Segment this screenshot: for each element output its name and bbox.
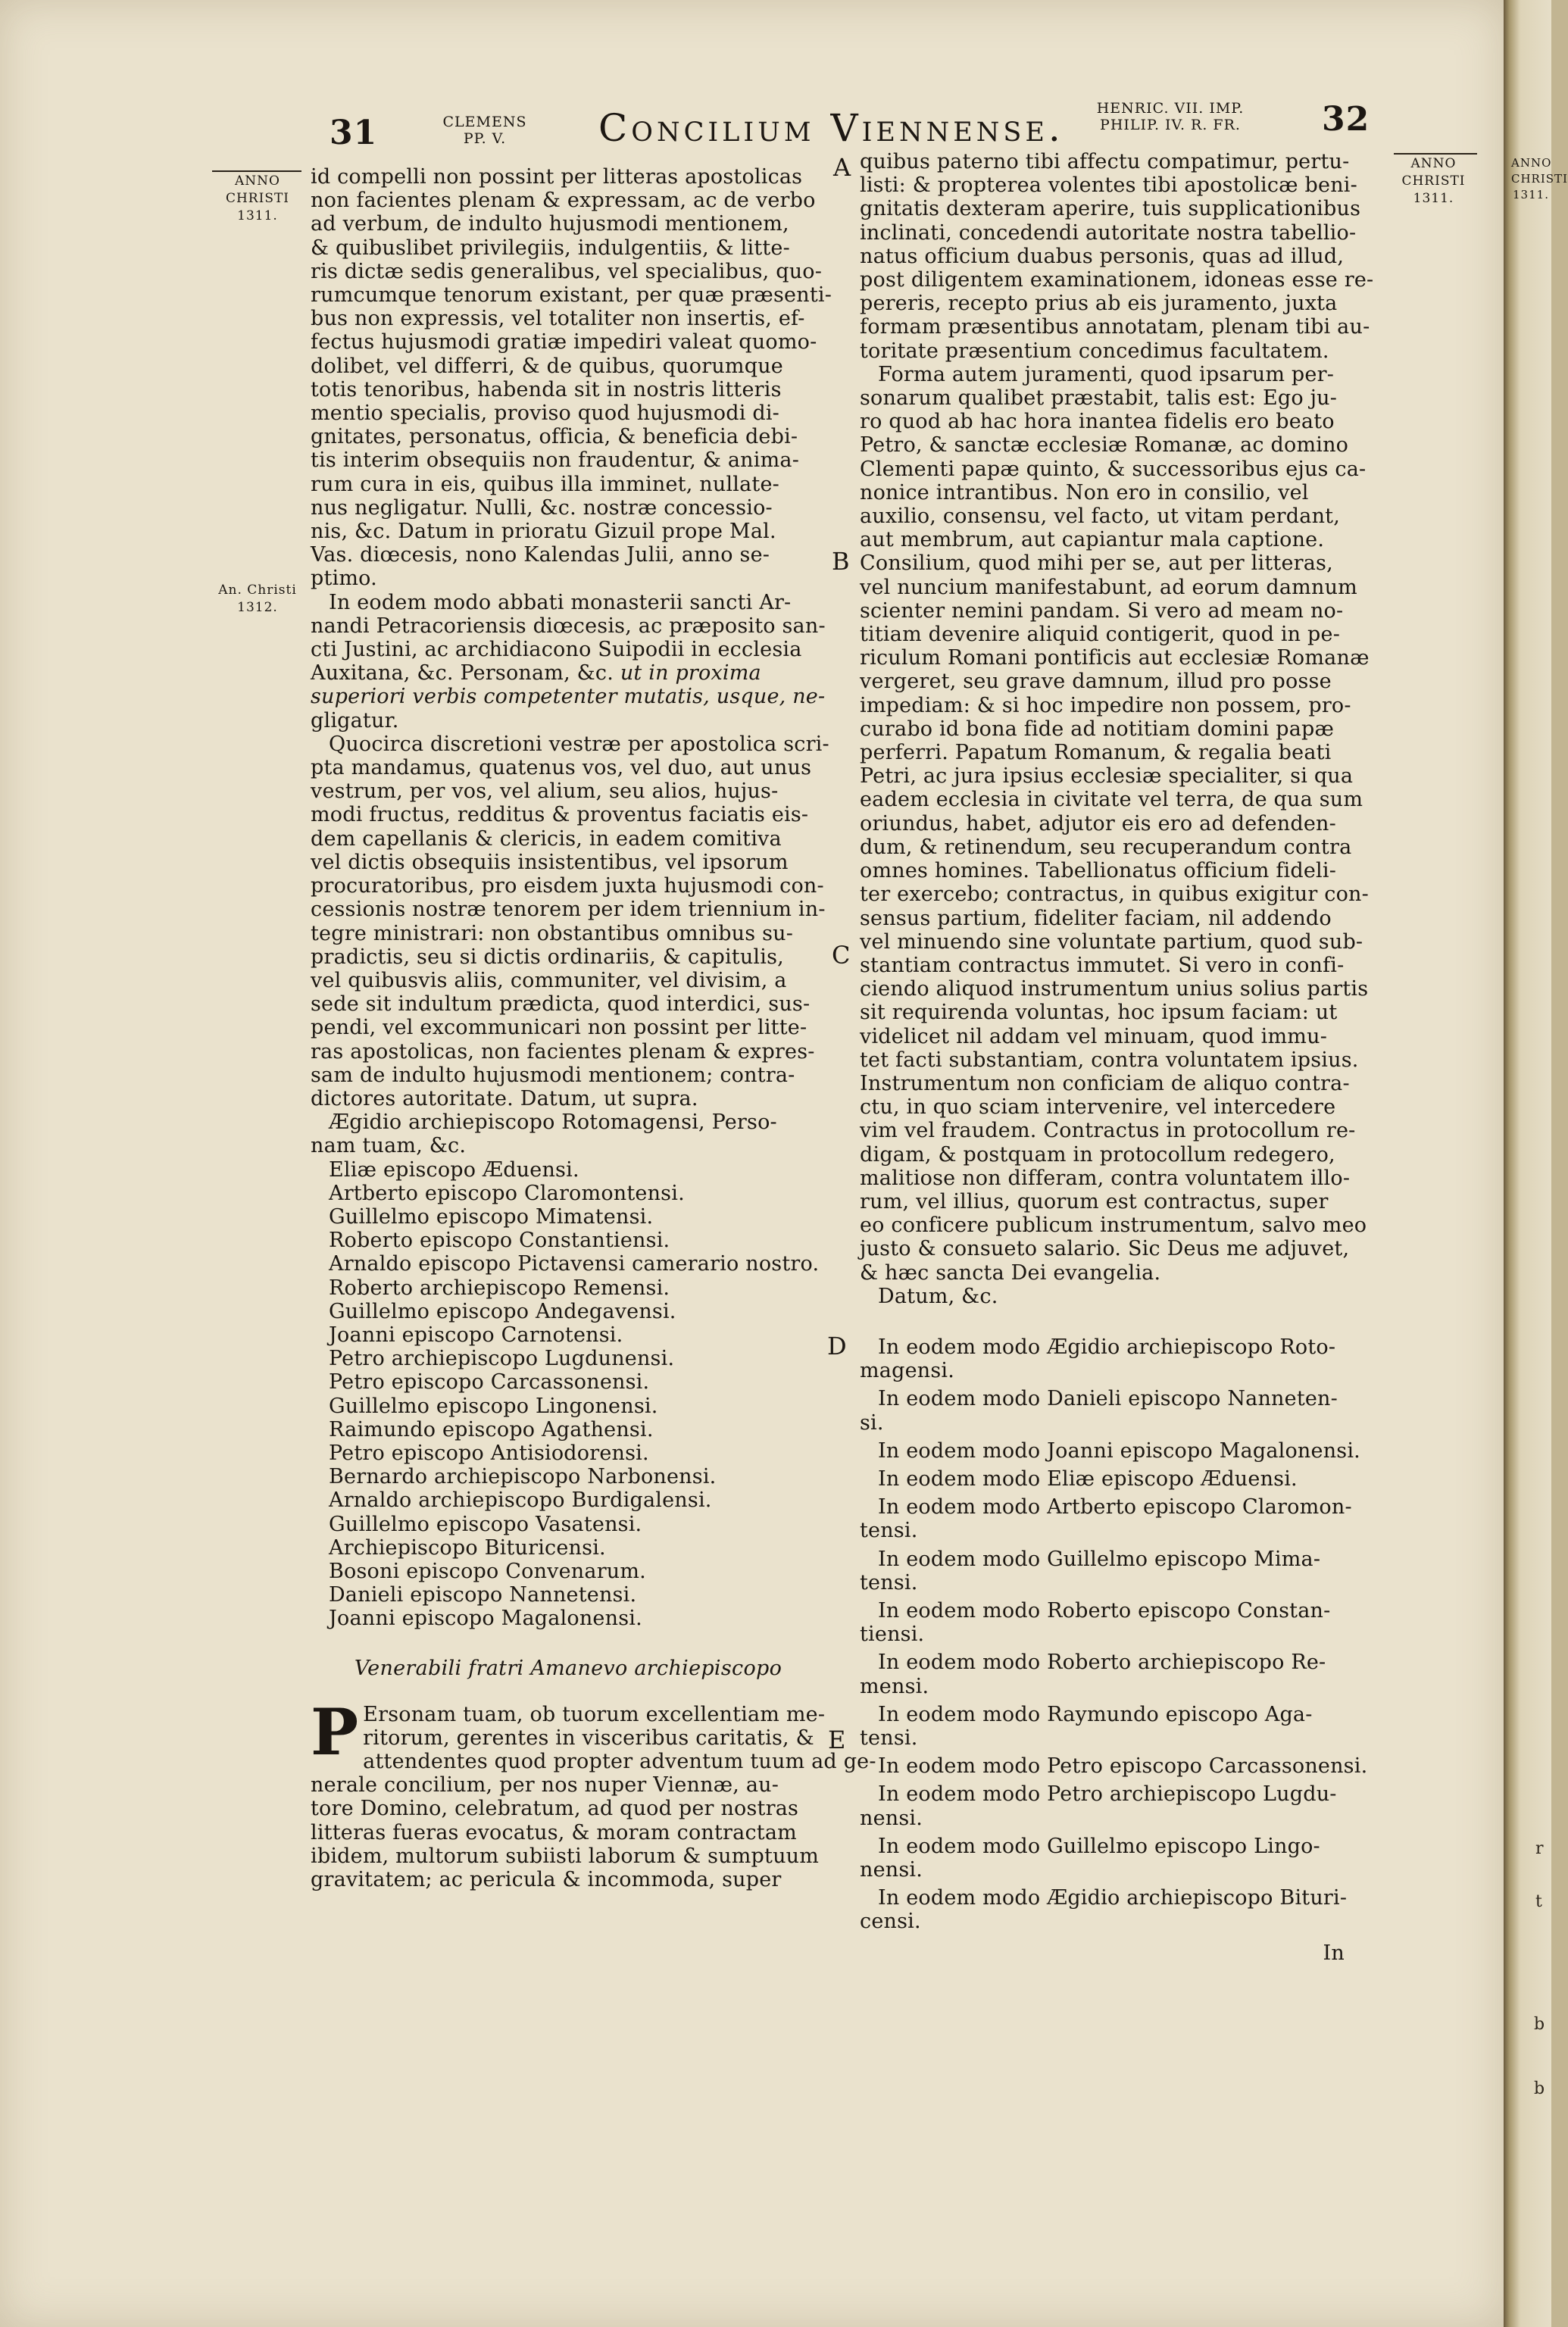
- letter-body: [311, 1694, 876, 1892]
- text-line: eadem ecclesia in civitate vel terra, de qua sum: [860, 788, 1363, 812]
- text-line: gligatur.: [311, 708, 399, 732]
- text-line: videlicet nil addam vel minuam, quod immu-: [860, 1024, 1328, 1048]
- text-line: Danieli episcopo Nannetensi.: [329, 1583, 637, 1607]
- anno-label: ANNO: [1511, 156, 1552, 170]
- text-line: rum cura in eis, quibus illa imminet, nullate-: [311, 472, 779, 496]
- gutter-letter: b: [1534, 2015, 1545, 2034]
- text-line: In eodem modo Guillelmo episcopo Lingo-: [878, 1834, 1320, 1858]
- text-line: cti Justini, ac archidiacono Suipodii in ecclesia: [311, 638, 802, 662]
- text-line: ras apostolicas, non facientes plenam & expres-: [311, 1039, 815, 1064]
- text-line: Clementi papæ quinto, & successoribus ejus ca-: [860, 457, 1367, 481]
- list-item: [860, 1754, 1390, 1778]
- text-line: id compelli non possint per litteras apostolicas: [311, 165, 803, 189]
- text-line: Guillelmo episcopo Vasatensi.: [329, 1512, 642, 1536]
- text-line: cessionis nostræ tenorem per idem triennium in-: [311, 898, 826, 922]
- italic-text: ut in proxima: [620, 661, 761, 686]
- datum-line: Datum, &c.: [878, 1284, 998, 1308]
- an-christi-label: An. Christi: [218, 583, 297, 598]
- text-line: Instrumentum non conficiam de aliquo contra-: [860, 1071, 1350, 1095]
- text-line: nerale concilium, per nos nuper Viennæ, au-: [311, 1773, 779, 1798]
- text-line: nandi Petracoriensis diœcesis, ac præposito san-: [311, 614, 826, 638]
- text-line: Ægidio archiepiscopo Rotomagensi, Perso-: [329, 1110, 777, 1135]
- list-item: [860, 1335, 1390, 1382]
- text-line: nonice intrantibus. Non ero in consilio, vel: [860, 480, 1309, 504]
- text-line: In eodem modo Petro episcopo Carcassonensi.: [878, 1754, 1368, 1779]
- text-line: tensi.: [860, 1726, 918, 1750]
- text-line: riculum Romani pontificis aut ecclesiæ Romanæ: [860, 646, 1370, 670]
- text-line: Artberto episcopo Claromontensi.: [329, 1181, 685, 1205]
- text-line: ciendo aliquod instrumentum unius solius partis: [860, 977, 1369, 1001]
- text-line: nensi.: [860, 1806, 923, 1830]
- text-line: & quibuslibet privilegiis, indulgentiis, & litte-: [311, 236, 790, 260]
- text-line: nensi.: [860, 1858, 923, 1882]
- left-running-head: [432, 114, 538, 147]
- pope-name: CLEMENS: [442, 114, 527, 130]
- list-item: [860, 1651, 1390, 1698]
- catchword: In: [1323, 1941, 1345, 1965]
- year-label: 1311.: [237, 208, 278, 223]
- text-line: totis tenoribus, habenda sit in nostris litteris: [311, 377, 782, 401]
- text-line: Petro episcopo Carcassonensi.: [329, 1370, 650, 1395]
- text-line: listi: & propterea volentes tibi apostolicæ beni-: [860, 173, 1357, 198]
- list-item: [860, 1548, 1390, 1595]
- text-line: digam, & postquam in protocollum redegero,: [860, 1142, 1335, 1167]
- paragraph-arnandi-lines: [311, 591, 826, 686]
- right-margin-anno: [1382, 155, 1485, 208]
- text-line: vergeret, seu grave damnum, illud pro posse: [860, 670, 1332, 694]
- text-line: Petro episcopo Antisiodorensi.: [329, 1441, 649, 1465]
- section-marker-d: D: [827, 1332, 847, 1360]
- text-line: In eodem modo Ægidio archiepiscopo Roto-: [878, 1335, 1336, 1359]
- year-label: 1311.: [1413, 191, 1454, 206]
- list-item: [860, 1599, 1390, 1646]
- text-line: sede sit indultum prædicta, quod interdici, sus-: [311, 992, 811, 1017]
- text-line: ibidem, multorum subiisti laborum & sumptuum: [311, 1844, 820, 1868]
- right-margin-rule: [1394, 153, 1477, 155]
- text-line: tegre ministrari: non obstantibus omnibus su-: [311, 921, 794, 945]
- text-line: fectus hujusmodi gratiæ impediri valeat quomo-: [311, 330, 817, 355]
- text-line: sensus partium, fideliter faciam, nil addendo: [860, 906, 1332, 930]
- text-line: In eodem modo Danieli episcopo Nanneten-: [878, 1387, 1338, 1411]
- text-line: procuratoribus, pro eisdem juxta hujusmodi con-: [311, 874, 824, 898]
- text-line: vel nuncium manifestabunt, ad eorum damnum: [860, 575, 1357, 599]
- text-line: Vas. diœcesis, nono Kalendas Julii, anno se-: [311, 543, 770, 567]
- year-label: 1312.: [237, 600, 278, 615]
- letter-lines: [311, 1694, 876, 1892]
- section-marker-c: C: [832, 941, 851, 970]
- text-line: sonarum qualibet præstabit, talis est: Ego ju-: [860, 386, 1338, 411]
- text-line: tensi.: [860, 1570, 918, 1595]
- list-item: [860, 1835, 1390, 1882]
- text-line: Roberto archiepiscopo Remensi.: [329, 1276, 670, 1300]
- text-line: tis interim obsequiis non fraudentur, & anima-: [311, 448, 800, 473]
- text-line: gravitatem; ac pericula & incommoda, super: [311, 1868, 782, 1892]
- text-line: impediam: & si hoc impedire non possem, pro-: [860, 693, 1351, 717]
- text-line: attendentes quod propter adventum tuum ad ge-: [363, 1750, 876, 1773]
- anno-label: ANNO: [1410, 156, 1457, 171]
- text-line: In eodem modo Guillelmo episcopo Mima-: [878, 1547, 1321, 1571]
- text-line: tensi.: [860, 1519, 918, 1543]
- right-column: [860, 150, 1390, 1965]
- text-line: vel dictis obsequiis insistentibus, vel ipsorum: [311, 850, 789, 874]
- text-line: Petri, ac jura ipsius ecclesiæ specialiter, si qua: [860, 764, 1354, 789]
- text-line: nis, &c. Datum in prioratu Gizuil prope Mal.: [311, 520, 776, 544]
- text-line: auxilio, consensu, vel facto, ut vitam perdant,: [860, 504, 1340, 529]
- text-line: Bernardo archiepiscopo Narbonensi.: [329, 1465, 717, 1489]
- text-line: dolibet, vel differri, & de quibus, quorumque: [311, 354, 783, 378]
- text-line: non facientes plenam & expressam, ac de verbo: [311, 189, 816, 213]
- text-line: In eodem modo Artberto episcopo Claromon-: [878, 1495, 1352, 1520]
- text-line: eo conficere publicum instrumentum, salvo meo: [860, 1213, 1367, 1238]
- anno-label: ANNO: [235, 173, 280, 189]
- text-line: malitiose non differam, contra voluntatem illo-: [860, 1166, 1351, 1190]
- text-line: Ersonam tuam, ob tuorum excellentiam me-: [363, 1702, 826, 1726]
- text-line: Eliæ episcopo Æduensi.: [329, 1157, 579, 1182]
- text-line: Guillelmo episcopo Lingonensi.: [329, 1394, 658, 1418]
- text-line: mensi.: [860, 1674, 929, 1698]
- text-line: gnitatis dexteram aperire, tuis supplicationibus: [860, 197, 1361, 221]
- text-line: post diligentem examinationem, idoneas esse re-: [860, 268, 1374, 292]
- text-line: natus officium duabus personis, quas ad illud,: [860, 244, 1345, 268]
- text-line: bus non expressis, vel totaliter non insertis, ef-: [311, 307, 805, 331]
- text-line: Arnaldo episcopo Pictavensi camerario nostro.: [329, 1252, 820, 1276]
- list-item: [860, 1387, 1390, 1434]
- dropcap: P: [311, 1694, 359, 1769]
- text-line: In eodem modo Ægidio archiepiscopo Bituri-: [878, 1886, 1348, 1910]
- left-margin-anno: [208, 173, 307, 225]
- text-line: vim vel fraudem. Contractus in protocollum re-: [860, 1119, 1356, 1143]
- left-column: [311, 165, 876, 1892]
- text-line: titiam devenire aliquid contigerit, quod in pe-: [860, 623, 1341, 647]
- christi-label: CHRISTI: [225, 191, 290, 206]
- gutter-letter: r: [1535, 1839, 1544, 1858]
- text-line: oriundus, habet, adjutor eis ero ad defenden-: [860, 811, 1336, 836]
- text-line: Joanni episcopo Carnotensi.: [329, 1323, 623, 1347]
- christi-label: CHRISTI: [1401, 173, 1466, 189]
- text-line: Roberto episcopo Constantiensi.: [329, 1229, 670, 1253]
- text-line: Bosoni episcopo Convenarum.: [329, 1559, 646, 1583]
- text-line: Forma autem juramenti, quod ipsarum per-: [878, 362, 1335, 386]
- section-marker-e: E: [828, 1726, 846, 1754]
- text-line: ad verbum, de indulto hujusmodi mentionem,: [311, 212, 789, 236]
- text-line: modi fructus, redditus & proventus faciatis eis-: [311, 803, 809, 827]
- list-item: [860, 1703, 1390, 1750]
- text-line: inclinati, concedendi autoritate nostra tabellio-: [860, 220, 1357, 245]
- text-line: Archiepiscopo Bituricensi.: [329, 1535, 606, 1560]
- list-item: [860, 1439, 1390, 1463]
- text-line: nus negligatur. Nulli, &c. nostræ concessio-: [311, 495, 773, 520]
- text-line: mentio specialis, proviso quod hujusmodi di-: [311, 401, 779, 426]
- text-line: rum, vel illius, quorum est contractus, super: [860, 1189, 1329, 1213]
- year-label: 1311.: [1513, 188, 1549, 201]
- next-page-anno: [1511, 155, 1568, 203]
- left-page-number: 31: [330, 114, 378, 152]
- text-line: scienter nemini pandam. Si vero ad meam no-: [860, 598, 1344, 623]
- text-line: Consilium, quod mihi per se, aut per litteras,: [860, 551, 1333, 576]
- christi-label: CHRISTI: [1511, 172, 1568, 186]
- text-line: aut membrum, aut capiantur mala captione.: [860, 528, 1325, 552]
- text-line: vestrum, per vos, vel alium, seu alios, hujus-: [311, 779, 779, 804]
- text-line: ctu, in quo sciam intervenire, vel intercedere: [860, 1095, 1336, 1120]
- text-line: In eodem modo abbati monasterii sancti Ar-: [329, 590, 792, 614]
- text-line: pendi, vel excommunicari non possint per litte-: [311, 1016, 807, 1040]
- text-line: Quocirca discretioni vestræ per apostolica scri-: [329, 732, 829, 756]
- text-line: pereris, recepto prius ab eis juramento, juxta: [860, 292, 1338, 316]
- text-line: [311, 685, 826, 708]
- text-line: Petro archiepiscopo Lugdunensi.: [329, 1347, 675, 1371]
- text-line: Guillelmo episcopo Mimatensi.: [329, 1204, 654, 1229]
- left-margin-rule: [212, 170, 301, 172]
- right-column-opening: [860, 150, 1390, 363]
- text-line: censi.: [860, 1910, 921, 1934]
- text-line: quibus paterno tibi affectu compatimur, pertu-: [860, 150, 1350, 173]
- text-line: justo & consueto salario. Sic Deus me adjuvet,: [860, 1237, 1350, 1261]
- italic-text: superiori verbis competenter mutatis, usque, ne-: [311, 685, 826, 709]
- text-line: & hæc sancta Dei evangelia.: [860, 1260, 1161, 1285]
- list-item: [860, 1495, 1390, 1542]
- text-line: tore Domino, celebratum, ad quod per nostras: [311, 1797, 799, 1821]
- text-line: ritorum, gerentes in visceribus caritatis, &: [363, 1726, 814, 1750]
- text-line: dum, & retinendum, seu recuperandum contra: [860, 835, 1352, 859]
- text-line: perferri. Papatum Romanum, & regalia beati: [860, 741, 1332, 765]
- text-line: litteras fueras evocatus, & moram contractam: [311, 1820, 797, 1844]
- section-marker-a: A: [833, 153, 851, 182]
- text-line: In eodem modo Eliæ episcopo Æduensi.: [878, 1466, 1298, 1491]
- list-item: [860, 1782, 1390, 1829]
- text-line: omnes homines. Tabellionatus officium fideli-: [860, 859, 1337, 883]
- text-line: curabo id bona fide ad notitiam domini papæ: [860, 717, 1335, 741]
- text-line: Joanni episcopo Magalonensi.: [329, 1607, 642, 1631]
- text-line: In eodem modo Raymundo episcopo Aga-: [878, 1702, 1313, 1726]
- text-line: Petro, & sanctæ ecclesiæ Romanæ, ac domino: [860, 433, 1349, 458]
- page-title: Concilium Viennense.: [598, 106, 1064, 150]
- text-line: Guillelmo episcopo Andegavensi.: [329, 1299, 676, 1323]
- pope-number: PP. V.: [463, 130, 507, 147]
- left-margin-an-christi: [208, 582, 307, 617]
- text-line: ro quod ab hac hora inantea fidelis ero beato: [860, 410, 1335, 434]
- text-line: vel minuendo sine voluntate partium, quod sub-: [860, 929, 1363, 954]
- text-span: Auxitana, &c. Personam, &c.: [311, 661, 614, 686]
- text-line: pta mandamus, quatenus vos, vel duo, aut unus: [311, 756, 812, 780]
- text-line: In eodem modo Roberto episcopo Constan-: [878, 1598, 1331, 1623]
- letter-heading: Venerabili fratri Amanevo archiepiscopo: [354, 1656, 782, 1680]
- text-line: In eodem modo Petro archiepiscopo Lugdu-: [878, 1782, 1337, 1807]
- text-line: sam de indulto hujusmodi mentionem; contra-: [311, 1063, 795, 1087]
- text-line: sit requirenda voluntas, hoc ipsum faciam: ut: [860, 1001, 1338, 1025]
- text-line: Arnaldo archiepiscopo Burdigalensi.: [329, 1488, 712, 1513]
- text-line: si.: [860, 1410, 884, 1435]
- text-line: rumcumque tenorum existant, per quæ præsenti-: [311, 283, 832, 308]
- text-line: Raimundo episcopo Agathensi.: [329, 1417, 654, 1441]
- in-eodem-list: [860, 1335, 1390, 1934]
- text-line: In eodem modo Joanni episcopo Magalonensi.: [878, 1438, 1360, 1463]
- text-line: tiensi.: [860, 1623, 925, 1647]
- recipient-list: [311, 1110, 826, 1630]
- text-line: dem capellanis & clericis, in eadem comitiva: [311, 826, 782, 851]
- gutter-letter: b: [1534, 2079, 1545, 2098]
- text-line: [311, 661, 826, 685]
- right-running-head: [1091, 100, 1250, 133]
- text-line: magensi.: [860, 1359, 955, 1383]
- gutter-letter: t: [1535, 1892, 1542, 1911]
- left-column-opening: [311, 165, 832, 591]
- next-page-edge: [1504, 0, 1568, 2327]
- text-line: dictores autoritate. Datum, ut supra.: [311, 1086, 698, 1110]
- text-line: gnitates, personatus, officia, & beneficia debi-: [311, 425, 798, 449]
- paragraph-quocirca: [311, 732, 829, 1110]
- text-line: vel quibusvis aliis, communiter, vel divisim, a: [311, 968, 787, 992]
- text-line: stantiam contractus immutet. Si vero in confi-: [860, 953, 1345, 977]
- text-line: tet facti substantiam, contra voluntatem ipsius.: [860, 1048, 1359, 1072]
- text-line: ris dictæ sedis generalibus, vel specialibus, quo-: [311, 259, 823, 283]
- text-line: formam præsentibus annotatam, plenam tibi au-: [860, 315, 1370, 339]
- paragraph-arnandi: [311, 591, 826, 732]
- text-line: toritate præsentium concedimus facultatem.: [860, 339, 1329, 363]
- section-marker-b: B: [832, 547, 850, 576]
- emperor-name: HENRIC. VII. IMP.: [1096, 100, 1245, 117]
- king-name: PHILIP. IV. R. FR.: [1100, 117, 1241, 133]
- right-page-number: 32: [1322, 100, 1370, 139]
- oath-formula: [860, 363, 1390, 1285]
- text-line: In eodem modo Roberto archiepiscopo Re-: [878, 1651, 1326, 1675]
- text-line: ptimo.: [311, 567, 377, 591]
- list-item: [860, 1886, 1390, 1933]
- list-item: [860, 1467, 1390, 1491]
- text-line: nam tuam, &c.: [311, 1134, 467, 1158]
- text-line: pradictis, seu si dictis ordinariis, & capitulis,: [311, 945, 784, 969]
- text-line: ter exercebo; contractus, in quibus exigitur con-: [860, 882, 1369, 907]
